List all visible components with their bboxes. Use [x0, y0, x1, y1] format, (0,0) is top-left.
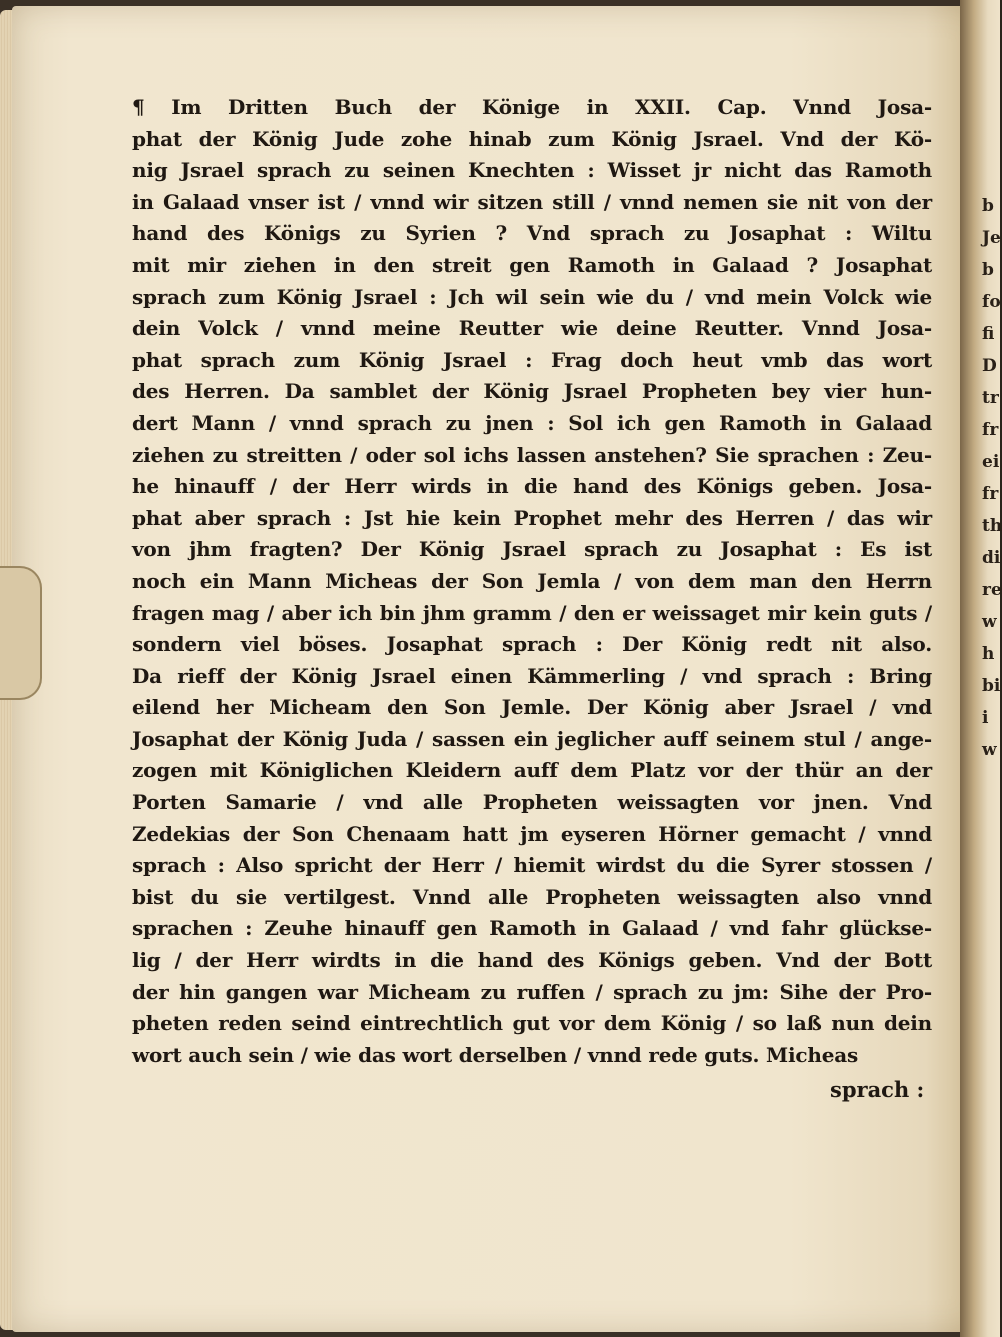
- text-line: phat der König Jude zohe hinab zum König Jsrael. Vnd der Kö-: [132, 126, 932, 151]
- facing-page-fragment: b: [982, 196, 994, 216]
- facing-page-fragment: Je: [982, 228, 1001, 248]
- facing-page-fragments: [982, 190, 1000, 766]
- facing-page-fragment: i: [982, 708, 989, 728]
- text-line: nig Jsrael sprach zu seinen Knechten : Wisset jr nicht das Ramoth: [132, 158, 932, 183]
- text-line: des Herren. Da samblet der König Jsrael Propheten bey vier hun-: [132, 379, 932, 404]
- facing-page-fragment: th: [982, 516, 1002, 536]
- text-line: dert Mann / vnnd sprach zu jnen : Sol ich gen Ramoth in Galaad: [132, 410, 932, 435]
- text-line: wort auch sein / wie das wort derselben / vnnd rede guts. Micheas: [132, 1042, 859, 1067]
- text-line: lig / der Herr wirdts in die hand des Königs geben. Vnd der Bott: [132, 948, 932, 973]
- text-line: sprach zum König Jsrael : Jch wil sein wie du / vnd mein Volck wie: [132, 284, 932, 309]
- text-line: hand des Königs zu Syrien ? Vnd sprach zu Josaphat : Wiltu: [132, 221, 932, 246]
- text-line: zogen mit Königlichen Kleidern auff dem Platz vor der thür an der: [132, 758, 932, 783]
- text-line: sprachen : Zeuhe hinauff gen Ramoth in Galaad / vnd fahr glückse-: [132, 916, 932, 941]
- facing-page-fragment: fo: [982, 292, 1001, 312]
- facing-page-fragment: w: [982, 612, 997, 632]
- text-line: Josaphat der König Juda / sassen ein jeglicher auff seinem stul / ange-: [132, 726, 932, 751]
- text-line: pheten reden seind eintrechtlich gut vor dem König / so laß nun dein: [132, 1011, 932, 1036]
- facing-page-fragment: bi: [982, 676, 1001, 696]
- facing-page-fragment: fr: [982, 484, 999, 504]
- text-line: eilend her Micheam den Son Jemle. Der König aber Jsrael / vnd: [132, 695, 932, 720]
- facing-page-fragment: w: [982, 740, 997, 760]
- text-line: fragen mag / aber ich bin jhm gramm / den er weissaget mir kein guts /: [132, 600, 932, 625]
- facing-page-fragment: fr: [982, 420, 999, 440]
- text-line: ziehen zu streitten / oder sol ichs lassen anstehen? Sie sprachen : Zeu-: [132, 442, 932, 467]
- facing-page-fragment: b: [982, 260, 994, 280]
- text-line: phat aber sprach : Jst hie kein Prophet mehr des Herren / das wir: [132, 505, 932, 530]
- text-line: dein Volck / vnnd meine Reutter wie deine Reutter. Vnnd Josa-: [132, 316, 932, 341]
- text-line: sondern viel böses. Josaphat sprach : Der König redt nit also.: [132, 632, 932, 657]
- text-line: in Galaad vnser ist / vnnd wir sitzen still / vnnd nemen sie nit von der: [132, 189, 932, 214]
- page-text: [132, 92, 932, 1071]
- text-line: he hinauff / der Herr wirds in die hand des Königs geben. Josa-: [132, 474, 932, 499]
- text-line: mit mir ziehen in den streit gen Ramoth in Galaad ? Josaphat: [132, 252, 932, 277]
- text-line: ¶ Im Dritten Buch der Könige in XXII. Cap. Vnnd Josa-: [132, 95, 932, 119]
- text-line: noch ein Mann Micheas der Son Jemla / von dem man den Herrn: [132, 568, 932, 593]
- facing-page-fragment: D: [982, 356, 997, 376]
- facing-page-fragment: tr: [982, 388, 999, 408]
- catchword: sprach :: [830, 1077, 925, 1102]
- facing-page-fragment: fi: [982, 324, 995, 344]
- text-line: Da rieff der König Jsrael einen Kämmerling / vnd sprach : Bring: [132, 663, 932, 688]
- text-line: Zedekias der Son Chenaam hatt jm eyseren Hörner gemacht / vnnd: [132, 821, 932, 846]
- text-line: phat sprach zum König Jsrael : Frag doch heut vmb das wort: [132, 347, 932, 372]
- facing-page-fragment: h: [982, 644, 995, 664]
- text-line: Porten Samarie / vnd alle Propheten weissagten vor jnen. Vnd: [132, 790, 932, 815]
- text-line: der hin gangen war Micheam zu ruffen / sprach zu jm: Sihe der Pro-: [132, 979, 932, 1004]
- text-line: von jhm fragten? Der König Jsrael sprach zu Josaphat : Es ist: [132, 537, 932, 562]
- facing-page-fragment: re: [982, 580, 1002, 600]
- facing-page-fragment: ei: [982, 452, 1000, 472]
- book-clasp: [0, 566, 42, 700]
- facing-page-fragment: di: [982, 548, 1001, 568]
- text-line: bist du sie vertilgest. Vnnd alle Propheten weissagten also vnnd: [132, 884, 932, 909]
- text-line: sprach : Also spricht der Herr / hiemit wirdst du die Syrer stossen /: [132, 853, 932, 878]
